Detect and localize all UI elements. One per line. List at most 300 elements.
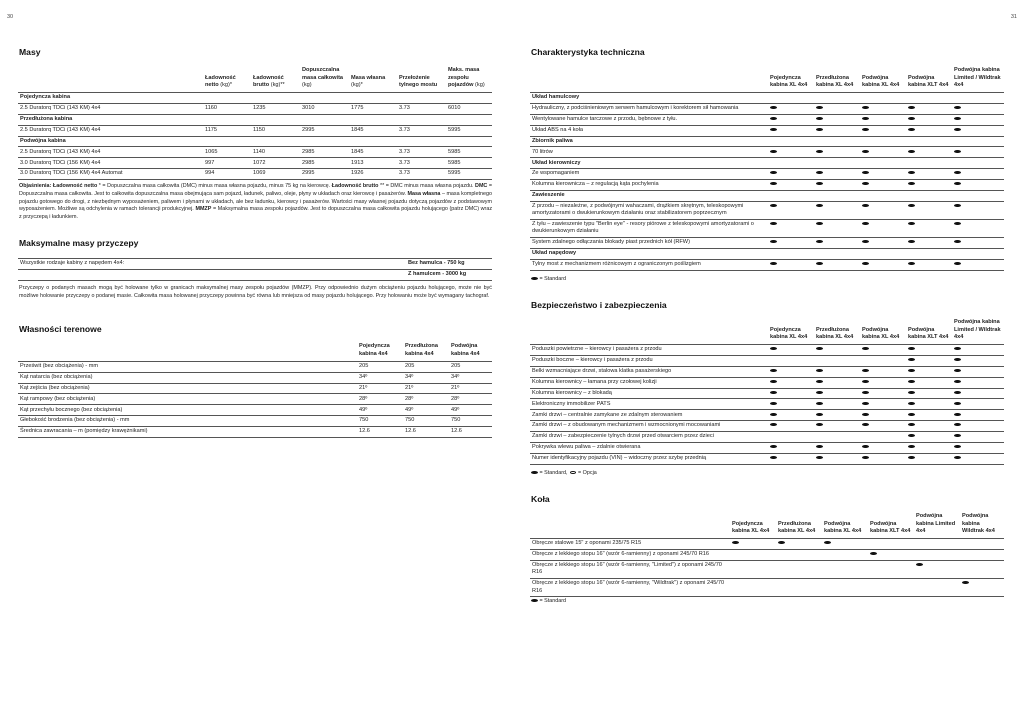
standard-dot-icon <box>862 106 869 109</box>
feature-cell <box>906 399 952 410</box>
feature-cell <box>860 147 906 158</box>
column-header: Pojedyncza kabina XL 4x4 <box>770 326 808 340</box>
feature-cell <box>768 355 814 366</box>
right-page <box>512 0 1024 724</box>
value-cell: 205 <box>449 361 492 372</box>
standard-dot-icon <box>862 380 869 383</box>
feature-cell <box>776 549 822 560</box>
feature-cell <box>952 377 1004 388</box>
table-row <box>530 431 1004 442</box>
standard-dot-icon <box>816 171 823 174</box>
feature-cell <box>822 539 868 550</box>
feature-cell <box>776 539 822 550</box>
value-cell: 5995 <box>446 169 492 180</box>
standard-dot-icon <box>954 262 961 265</box>
section-label: Zbiornik paliwa <box>530 136 1004 147</box>
standard-dot-icon <box>908 380 915 383</box>
value-cell: 750 <box>403 416 449 427</box>
feature-cell <box>860 410 906 421</box>
feature-cell <box>906 345 952 356</box>
standard-dot-icon <box>908 423 915 426</box>
przyczepy-value-brake: Z hamulcem - 3000 kg <box>406 269 492 280</box>
feature-cell <box>952 147 1004 158</box>
row-label: 3.0 Duratorq TDCi (156 KM) 4x4 <box>18 158 203 169</box>
feature-cell <box>952 431 1004 442</box>
feature-cell <box>906 237 952 248</box>
feature-cell <box>814 366 860 377</box>
feature-cell <box>860 431 906 442</box>
row-label: Obręcze z lekkiego stopu 16" (wzór 6-ramienny, "Limited") z oponami 245/70 R16 <box>530 560 730 578</box>
section-label: Układ napędowy <box>530 248 1004 259</box>
row-label: Kąt rampowy (bez obciążenia) <box>18 394 357 405</box>
feature-cell <box>768 147 814 158</box>
value-cell: 34º <box>449 372 492 383</box>
feature-cell <box>776 578 822 596</box>
table-row <box>530 237 1004 248</box>
table-row <box>530 114 1004 125</box>
table-row <box>530 103 1004 114</box>
column-header: Podwójna kabina XLT 4x4 <box>908 74 949 88</box>
standard-dot-icon <box>824 541 831 544</box>
value-cell: 1845 <box>349 147 397 158</box>
feature-cell <box>906 442 952 453</box>
standard-dot-icon <box>954 171 961 174</box>
standard-dot-icon <box>862 423 869 426</box>
column-header: Podwójna kabina XLT 4x4 <box>870 520 911 534</box>
feature-cell <box>952 103 1004 114</box>
feature-cell <box>952 219 1004 237</box>
feature-cell <box>860 345 906 356</box>
bezpieczenstwo-title: Bezpieczeństwo i zabezpieczenia <box>531 300 667 310</box>
column-header: Maks. masa zespołu pojazdów (kg) <box>448 67 485 88</box>
feature-cell <box>860 237 906 248</box>
standard-dot-icon <box>770 117 777 120</box>
feature-cell <box>952 399 1004 410</box>
feature-cell <box>860 355 906 366</box>
row-label: Kąt natarcia (bez obciążenia) <box>18 372 357 383</box>
przyczepy-note: Przyczepy o podanych masach mogą być holowane tylko w granicach maksymalnej masy zespołu pojazdów (MMZP). Przy odpowiednio dużym obciążeniu pojazdu holującego, może nie być możliwe holowanie przyczepy o podanej masie. Całkowita masa holowanej przyczepy powinna być równa lub mniejsza od masy pojazdu holującego. Przy holowaniu może być wymagany tachograf. <box>19 285 492 299</box>
row-label: Pokrywka wlewu paliwa – zdalnie otwierana <box>530 442 768 453</box>
feature-cell <box>814 219 860 237</box>
feature-cell <box>814 179 860 190</box>
row-label: Zamki drzwi – centralnie zamykane ze zdalnym sterowaniem <box>530 410 768 421</box>
feature-cell <box>914 560 960 578</box>
table-row <box>530 345 1004 356</box>
table-row <box>530 355 1004 366</box>
feature-cell <box>814 237 860 248</box>
standard-dot-icon <box>862 117 869 120</box>
standard-dot-icon <box>908 391 915 394</box>
feature-cell <box>906 355 952 366</box>
feature-cell <box>860 453 906 464</box>
feature-cell <box>768 201 814 219</box>
page-number-left: 30 <box>7 14 14 20</box>
table-row <box>18 405 492 416</box>
feature-cell <box>914 539 960 550</box>
feature-cell <box>768 431 814 442</box>
standard-dot-icon <box>954 423 961 426</box>
option-dot-icon <box>570 471 577 474</box>
standard-dot-icon <box>816 413 823 416</box>
standard-dot-icon <box>816 150 823 153</box>
row-label: Obręcze stalowe 15" z oponami 235/75 R15 <box>530 539 730 550</box>
standard-dot-icon <box>862 262 869 265</box>
standard-dot-icon <box>954 128 961 131</box>
feature-cell <box>952 237 1004 248</box>
value-cell: 205 <box>357 361 403 372</box>
value-cell: 3.73 <box>397 125 446 136</box>
feature-cell <box>960 549 1004 560</box>
standard-dot-icon <box>954 456 961 459</box>
standard-dot-icon <box>954 380 961 383</box>
standard-dot-icon <box>778 541 785 544</box>
standard-dot-icon <box>816 423 823 426</box>
column-header: Przedłużona kabina XL 4x4 <box>816 326 854 340</box>
standard-dot-icon <box>954 117 961 120</box>
standard-dot-icon <box>908 347 915 350</box>
przyczepy-value-no-brake: Bez hamulca - 750 kg <box>406 259 492 270</box>
table-row <box>530 549 1004 560</box>
standard-dot-icon <box>816 182 823 185</box>
feature-cell <box>860 219 906 237</box>
standard-dot-icon <box>954 402 961 405</box>
value-cell: 1235 <box>251 103 300 114</box>
standard-dot-icon <box>770 204 777 207</box>
feature-cell <box>860 388 906 399</box>
table-row <box>18 426 492 437</box>
feature-cell <box>814 421 860 432</box>
standard-dot-icon <box>816 380 823 383</box>
feature-cell <box>906 453 952 464</box>
row-label: Poduszki powietrzne – kierowcy i pasażera z przodu <box>530 345 768 356</box>
feature-cell <box>814 103 860 114</box>
value-cell: 21º <box>449 383 492 394</box>
standard-dot-icon <box>816 262 823 265</box>
standard-dot-icon <box>862 204 869 207</box>
table-row <box>18 147 492 158</box>
value-cell: 1926 <box>349 169 397 180</box>
row-label: Belki wzmacniające drzwi, stalowa klatka pasażerskiego <box>530 366 768 377</box>
standard-dot-icon <box>862 413 869 416</box>
value-cell: 1140 <box>251 147 300 158</box>
table-row <box>530 259 1004 270</box>
feature-cell <box>822 560 868 578</box>
standard-dot-icon <box>770 369 777 372</box>
feature-cell <box>906 147 952 158</box>
column-header: Ładowność netto (kg)* <box>205 74 236 88</box>
table-row <box>530 453 1004 464</box>
feature-cell <box>952 442 1004 453</box>
value-cell: 1069 <box>251 169 300 180</box>
value-cell: 28º <box>403 394 449 405</box>
standard-dot-icon <box>732 541 739 544</box>
feature-cell <box>814 125 860 136</box>
feature-cell <box>860 399 906 410</box>
standard-dot-icon <box>908 413 915 416</box>
value-cell: 28º <box>357 394 403 405</box>
feature-cell <box>952 345 1004 356</box>
feature-cell <box>860 442 906 453</box>
value-cell: 994 <box>203 169 251 180</box>
feature-cell <box>814 377 860 388</box>
section-label: Układ hamulcowy <box>530 93 1004 104</box>
standard-dot-icon <box>531 599 538 602</box>
feature-cell <box>860 179 906 190</box>
value-cell: 5985 <box>446 158 492 169</box>
standard-dot-icon <box>954 222 961 225</box>
feature-cell <box>860 259 906 270</box>
feature-cell <box>730 539 776 550</box>
row-label: Kąt zejścia (bez obciążenia) <box>18 383 357 394</box>
row-label: System zdalnego odłączania blokady piast przednich kół (RFW) <box>530 237 768 248</box>
standard-dot-icon <box>816 106 823 109</box>
row-label: Tylny most z mechanizmem różnicowym z ograniczonym poślizgiem <box>530 259 768 270</box>
value-cell: 34º <box>403 372 449 383</box>
value-cell: 1065 <box>203 147 251 158</box>
row-label: 2.5 Duratorq TDCi (143 KM) 4x4 <box>18 103 203 114</box>
table-row <box>18 394 492 405</box>
section-row <box>530 136 1004 147</box>
value-cell: 21º <box>357 383 403 394</box>
page-number-right: 31 <box>1010 14 1017 20</box>
standard-dot-icon <box>908 117 915 120</box>
row-label: Z przodu – niezależne, z podwójnymi wahaczami, drążkiem skrętnym, teleskopowymi amortyzatorami o dwukierunkowym działaniu oraz stabilizatorem poprzecznym <box>530 201 768 219</box>
table-row <box>530 442 1004 453</box>
row-label: Zamki drzwi – z obudowanym mechanizmem i wzmocnionymi mocowaniami <box>530 421 768 432</box>
feature-cell <box>914 578 960 596</box>
standard-dot-icon <box>908 402 915 405</box>
feature-cell <box>906 366 952 377</box>
table-row <box>530 410 1004 421</box>
standard-dot-icon <box>770 347 777 350</box>
table-row <box>530 388 1004 399</box>
standard-dot-icon <box>816 402 823 405</box>
value-cell: 205 <box>403 361 449 372</box>
feature-cell <box>906 219 952 237</box>
kola-title: Koła <box>531 494 550 504</box>
standard-dot-icon <box>770 380 777 383</box>
column-header: Podwójna kabina Limited 4x4 <box>916 513 956 534</box>
section-row <box>18 136 492 147</box>
standard-dot-icon <box>770 413 777 416</box>
table-row <box>530 560 1004 578</box>
row-label: Z tyłu – zawieszenie typu "Berlin eye" - resory piórowe z teleskopowymi amortyzatorami o dwukierunkowym działaniu <box>530 219 768 237</box>
table-row <box>530 147 1004 158</box>
row-label: 2.5 Duratorq TDCi (143 KM) 4x4 <box>18 147 203 158</box>
standard-dot-icon <box>908 171 915 174</box>
standard-dot-icon <box>770 262 777 265</box>
standard-dot-icon <box>770 423 777 426</box>
row-label: 2.5 Duratorq TDCi (143 KM) 4x4 <box>18 125 203 136</box>
feature-cell <box>768 410 814 421</box>
feature-cell <box>768 399 814 410</box>
kola-table <box>530 512 1004 597</box>
feature-cell <box>768 442 814 453</box>
feature-cell <box>952 410 1004 421</box>
feature-cell <box>906 201 952 219</box>
feature-cell <box>860 169 906 180</box>
feature-cell <box>730 549 776 560</box>
row-label: Głebokość brodzenia (bez obciążenia) - mm <box>18 416 357 427</box>
value-cell: 1150 <box>251 125 300 136</box>
charakterystyka-table <box>530 66 1004 271</box>
standard-dot-icon <box>816 117 823 120</box>
feature-cell <box>952 366 1004 377</box>
section-row <box>530 93 1004 104</box>
table-row <box>530 219 1004 237</box>
standard-dot-icon <box>862 182 869 185</box>
row-label: Kolumna kierownicy – z blokadą <box>530 388 768 399</box>
standard-dot-icon <box>816 456 823 459</box>
feature-cell <box>768 219 814 237</box>
feature-cell <box>814 453 860 464</box>
value-cell: 34º <box>357 372 403 383</box>
przyczepy-row <box>18 269 492 280</box>
column-header: Przedłużona kabina XL 4x4 <box>816 74 854 88</box>
masy-note: Objaśnienia: Ładowność netto * = Dopuszczalna masa całkowita (DMC) minus masa własna pojazdu, minus 75 kg na kierowcę. Ładowność brutto ** = DMC minus masa własna pojazdu. DMC = Dopuszczalna masa całkowita. Jest to całkowita dopuszczalna masa obejmująca sam pojazd, ładunek, paliwo, oleje, płyny w układach oraz kierowcę i pasażerów. Masa własna – masa kompletnego pojazdu gotowego do drogi, z niezbędnym wyposażeniem, paliwem i płynami w układach, ale bez ładunku, kierowcy i pasażerów. Wartości masy własnej pojazdu dotyczą pojazdów z podstawowym wyposażeniem. Możliwe są odchylenia w ramach tolerancji produkcyjnej. MMZP = Maksymalna masa zespołu pojazdów. Jest to dopuszczalna masa całkowita pojazdu holującego (patrz DMC) wraz z przyczepą i ładunkiem. <box>19 183 493 221</box>
feature-cell <box>814 201 860 219</box>
kola-legend: = Standard <box>531 598 566 605</box>
feature-cell <box>814 431 860 442</box>
feature-cell <box>822 578 868 596</box>
section-label: Pojedyncza kabina <box>18 93 492 104</box>
feature-cell <box>906 431 952 442</box>
feature-cell <box>860 366 906 377</box>
standard-dot-icon <box>816 204 823 207</box>
standard-dot-icon <box>908 434 915 437</box>
table-row <box>18 383 492 394</box>
standard-dot-icon <box>908 150 915 153</box>
standard-dot-icon <box>862 171 869 174</box>
feature-cell <box>860 103 906 114</box>
standard-dot-icon <box>862 347 869 350</box>
standard-dot-icon <box>816 445 823 448</box>
standard-dot-icon <box>862 369 869 372</box>
feature-cell <box>906 125 952 136</box>
standard-dot-icon <box>531 277 538 280</box>
standard-dot-icon <box>862 391 869 394</box>
row-label: Hydrauliczny, z podciśnieniowym serwem hamulcowym i korektorem sił hamowania <box>530 103 768 114</box>
standard-dot-icon <box>770 456 777 459</box>
standard-dot-icon <box>954 434 961 437</box>
column-header: Pojedyncza kabina XL 4x4 <box>732 520 770 534</box>
feature-cell <box>768 366 814 377</box>
masy-table <box>18 66 492 180</box>
przyczepy-title: Maksymalne masy przyczepy <box>19 238 139 248</box>
feature-cell <box>768 169 814 180</box>
column-header: Pojedyncza kabina XL 4x4 <box>770 74 808 88</box>
standard-dot-icon <box>862 128 869 131</box>
column-header: Dopuszczalna masa całkowita (kg) <box>302 67 344 88</box>
standard-dot-icon <box>954 182 961 185</box>
row-label: Elektroniczny immobilizer PATS <box>530 399 768 410</box>
row-label: 3.0 Duratorq TDCi (156 KM) 4x4 Automat <box>18 169 203 180</box>
column-header: Podwójna kabina Wildtrak 4x4 <box>962 513 995 534</box>
column-header: Podwójna kabina XL 4x4 <box>824 520 862 534</box>
value-cell: 997 <box>203 158 251 169</box>
standard-dot-icon <box>862 445 869 448</box>
row-label: Wentylowane hamulce tarczowe z przodu, bębnowe z tyłu. <box>530 114 768 125</box>
terenowe-table <box>18 342 492 438</box>
value-cell: 1160 <box>203 103 251 114</box>
standard-dot-icon <box>954 358 961 361</box>
table-row <box>18 416 492 427</box>
table-row <box>530 179 1004 190</box>
section-row <box>530 190 1004 201</box>
feature-cell <box>952 125 1004 136</box>
value-cell: 5985 <box>446 147 492 158</box>
value-cell: 2985 <box>300 147 349 158</box>
feature-cell <box>960 578 1004 596</box>
value-cell: 1175 <box>203 125 251 136</box>
standard-dot-icon <box>862 456 869 459</box>
feature-cell <box>906 388 952 399</box>
standard-dot-icon <box>816 369 823 372</box>
value-cell: 12.6 <box>449 426 492 437</box>
feature-cell <box>768 259 814 270</box>
row-label: Zamki drzwi – zabezpieczenie tylnych drzwi przed otwarciem przez dzieci <box>530 431 768 442</box>
feature-cell <box>868 539 914 550</box>
row-label: Obręcze z lekkiego stopu 16" (wzór 6-ramienny) z oponami 245/70 R16 <box>530 549 730 560</box>
feature-cell <box>860 201 906 219</box>
value-cell: 3.73 <box>397 147 446 158</box>
table-row <box>18 372 492 383</box>
column-header: Przełożenie tylnego mostu <box>399 74 438 88</box>
feature-cell <box>814 442 860 453</box>
section-label: Podwójna kabina <box>18 136 492 147</box>
value-cell: 3010 <box>300 103 349 114</box>
feature-cell <box>952 201 1004 219</box>
feature-cell <box>768 421 814 432</box>
standard-dot-icon <box>962 581 969 584</box>
standard-dot-icon <box>954 347 961 350</box>
value-cell: 3.73 <box>397 169 446 180</box>
standard-dot-icon <box>816 222 823 225</box>
feature-cell <box>814 388 860 399</box>
column-header: Podwójna kabina XL 4x4 <box>862 326 900 340</box>
feature-cell <box>768 237 814 248</box>
column-header: Podwójna kabina 4x4 <box>451 343 480 357</box>
value-cell: 49º <box>449 405 492 416</box>
table-row <box>530 377 1004 388</box>
standard-dot-icon <box>908 358 915 361</box>
row-label: Kolumna kierownicy – łamana przy czołowej kolizji <box>530 377 768 388</box>
feature-cell <box>906 377 952 388</box>
feature-cell <box>952 453 1004 464</box>
column-header: Podwójna kabina Limited / Wildtrak 4x4 <box>954 67 1001 88</box>
standard-dot-icon <box>770 240 777 243</box>
feature-cell <box>906 103 952 114</box>
standard-dot-icon <box>908 222 915 225</box>
standard-dot-icon <box>954 445 961 448</box>
standard-dot-icon <box>908 262 915 265</box>
feature-cell <box>822 549 868 560</box>
feature-cell <box>906 259 952 270</box>
standard-dot-icon <box>770 171 777 174</box>
value-cell: 2985 <box>300 158 349 169</box>
standard-dot-icon <box>862 240 869 243</box>
feature-cell <box>860 114 906 125</box>
row-label: 70 litrów <box>530 147 768 158</box>
value-cell: 2995 <box>300 169 349 180</box>
row-label: Układ ABS na 4 koła <box>530 125 768 136</box>
feature-cell <box>906 114 952 125</box>
standard-dot-icon <box>862 150 869 153</box>
standard-dot-icon <box>770 222 777 225</box>
value-cell: 1072 <box>251 158 300 169</box>
feature-cell <box>730 560 776 578</box>
feature-cell <box>906 421 952 432</box>
